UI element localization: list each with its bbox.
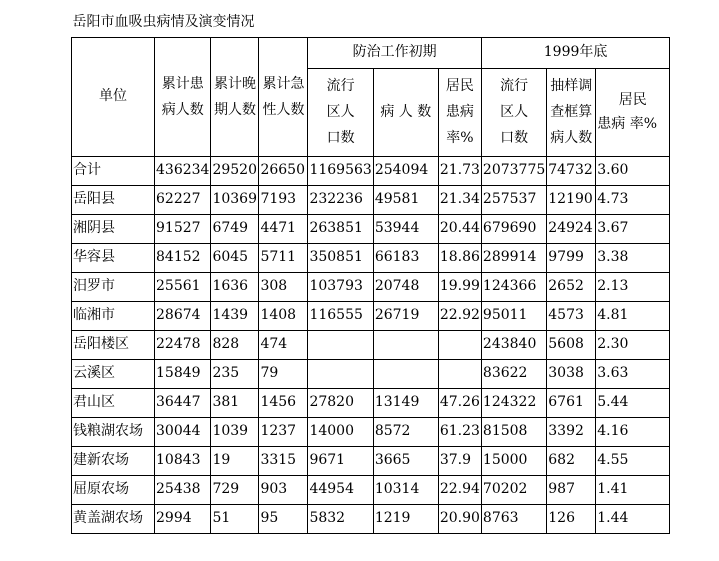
header-early-cases: 病 人 数 bbox=[373, 68, 438, 156]
cell-cum-patients: 10843 bbox=[155, 446, 211, 475]
cell-cum-patients: 30044 bbox=[155, 417, 211, 446]
cell-unit: 湘阴县 bbox=[72, 214, 155, 243]
cell-unit: 君山区 bbox=[72, 388, 155, 417]
cell-early-rate: 20.90 bbox=[438, 504, 481, 533]
cell-early-cases: 1219 bbox=[373, 504, 438, 533]
cell-early-cases: 10314 bbox=[373, 475, 438, 504]
cell-y99-rate: 2.13 bbox=[596, 272, 670, 301]
cell-y99-sample: 3038 bbox=[547, 359, 596, 388]
cell-early-pop bbox=[308, 330, 373, 359]
cell-cum-acute: 474 bbox=[259, 330, 308, 359]
cell-cum-patients: 22478 bbox=[155, 330, 211, 359]
cell-unit: 华容县 bbox=[72, 243, 155, 272]
cell-cum-acute: 7193 bbox=[259, 185, 308, 214]
cell-early-pop: 14000 bbox=[308, 417, 373, 446]
cell-cum-patients: 91527 bbox=[155, 214, 211, 243]
cell-early-pop: 5832 bbox=[308, 504, 373, 533]
table-row bbox=[72, 504, 670, 533]
table-row bbox=[72, 446, 670, 475]
cell-early-cases: 3665 bbox=[373, 446, 438, 475]
cell-cum-patients: 436234 bbox=[155, 156, 211, 185]
cell-early-cases: 13149 bbox=[373, 388, 438, 417]
cell-unit: 黄盖湖农场 bbox=[72, 504, 155, 533]
table-row bbox=[72, 330, 670, 359]
cell-unit: 屈原农场 bbox=[72, 475, 155, 504]
cell-unit: 云溪区 bbox=[72, 359, 155, 388]
cell-early-rate: 21.73 bbox=[438, 156, 481, 185]
cell-y99-pop: 70202 bbox=[481, 475, 546, 504]
cell-cum-patients: 25438 bbox=[155, 475, 211, 504]
cell-y99-rate: 4.73 bbox=[596, 185, 670, 214]
cell-cum-late: 828 bbox=[211, 330, 259, 359]
cell-cum-late: 1636 bbox=[211, 272, 259, 301]
cell-cum-acute: 903 bbox=[259, 475, 308, 504]
cell-y99-rate: 3.60 bbox=[596, 156, 670, 185]
cell-cum-acute: 308 bbox=[259, 272, 308, 301]
table-row bbox=[72, 475, 670, 504]
cell-unit: 岳阳县 bbox=[72, 185, 155, 214]
cell-early-pop bbox=[308, 359, 373, 388]
cell-early-rate: 19.99 bbox=[438, 272, 481, 301]
cell-cum-acute: 79 bbox=[259, 359, 308, 388]
cell-early-cases: 66183 bbox=[373, 243, 438, 272]
cell-early-pop: 263851 bbox=[308, 214, 373, 243]
cell-early-rate: 20.44 bbox=[438, 214, 481, 243]
header-cum-late: 累计晚 期人数 bbox=[211, 37, 259, 156]
cell-early-rate bbox=[438, 330, 481, 359]
header-1999-rate: 居民 患病 率% bbox=[596, 68, 670, 156]
cell-early-pop: 44954 bbox=[308, 475, 373, 504]
cell-y99-rate: 1.44 bbox=[596, 504, 670, 533]
cell-y99-pop: 8763 bbox=[481, 504, 546, 533]
cell-cum-late: 1039 bbox=[211, 417, 259, 446]
cell-early-pop: 1169563 bbox=[308, 156, 373, 185]
cell-y99-pop: 15000 bbox=[481, 446, 546, 475]
cell-cum-acute: 5711 bbox=[259, 243, 308, 272]
cell-y99-sample: 3392 bbox=[547, 417, 596, 446]
cell-cum-late: 6749 bbox=[211, 214, 259, 243]
cell-y99-pop: 95011 bbox=[481, 301, 546, 330]
table-title: 岳阳市血吸虫病情及演变情况 bbox=[72, 8, 670, 37]
cell-y99-sample: 2652 bbox=[547, 272, 596, 301]
cell-early-pop: 350851 bbox=[308, 243, 373, 272]
cell-cum-patients: 62227 bbox=[155, 185, 211, 214]
cell-early-cases: 49581 bbox=[373, 185, 438, 214]
header-1999-pop: 流行 区人 口数 bbox=[481, 68, 546, 156]
cell-y99-sample: 987 bbox=[547, 475, 596, 504]
cell-y99-sample: 9799 bbox=[547, 243, 596, 272]
cell-unit: 建新农场 bbox=[72, 446, 155, 475]
cell-early-pop: 232236 bbox=[308, 185, 373, 214]
cell-y99-sample: 6761 bbox=[547, 388, 596, 417]
header-early-rate: 居民 患病 率% bbox=[438, 68, 481, 156]
table-row bbox=[72, 156, 670, 185]
table-row bbox=[72, 301, 670, 330]
table-row bbox=[72, 272, 670, 301]
cell-early-rate: 22.94 bbox=[438, 475, 481, 504]
cell-early-rate: 21.34 bbox=[438, 185, 481, 214]
cell-unit: 汨罗市 bbox=[72, 272, 155, 301]
cell-unit: 钱粮湖农场 bbox=[72, 417, 155, 446]
cell-unit: 临湘市 bbox=[72, 301, 155, 330]
cell-cum-patients: 84152 bbox=[155, 243, 211, 272]
cell-y99-rate: 5.44 bbox=[596, 388, 670, 417]
table-row bbox=[72, 388, 670, 417]
cell-y99-pop: 679690 bbox=[481, 214, 546, 243]
header-early-pop: 流行 区人 口数 bbox=[308, 68, 373, 156]
cell-cum-late: 19 bbox=[211, 446, 259, 475]
cell-cum-late: 1439 bbox=[211, 301, 259, 330]
cell-y99-pop: 289914 bbox=[481, 243, 546, 272]
cell-early-pop: 103793 bbox=[308, 272, 373, 301]
schistosomiasis-table bbox=[71, 8, 670, 534]
cell-cum-late: 10369 bbox=[211, 185, 259, 214]
cell-y99-sample: 74732 bbox=[547, 156, 596, 185]
cell-early-rate: 22.92 bbox=[438, 301, 481, 330]
cell-y99-rate: 4.81 bbox=[596, 301, 670, 330]
cell-unit: 岳阳楼区 bbox=[72, 330, 155, 359]
table-row bbox=[72, 359, 670, 388]
cell-cum-late: 51 bbox=[211, 504, 259, 533]
cell-early-rate bbox=[438, 359, 481, 388]
header-cum-patients: 累计患 病人数 bbox=[155, 37, 211, 156]
cell-y99-pop: 81508 bbox=[481, 417, 546, 446]
cell-cum-acute: 1408 bbox=[259, 301, 308, 330]
cell-early-cases: 53944 bbox=[373, 214, 438, 243]
cell-cum-acute: 3315 bbox=[259, 446, 308, 475]
cell-early-cases: 254094 bbox=[373, 156, 438, 185]
header-cum-acute: 累计急 性人数 bbox=[259, 37, 308, 156]
cell-early-rate: 18.86 bbox=[438, 243, 481, 272]
cell-cum-patients: 28674 bbox=[155, 301, 211, 330]
cell-cum-acute: 26650 bbox=[259, 156, 308, 185]
cell-y99-pop: 243840 bbox=[481, 330, 546, 359]
cell-cum-patients: 2994 bbox=[155, 504, 211, 533]
cell-y99-rate: 3.38 bbox=[596, 243, 670, 272]
header-1999-sample: 抽样调 查框算 病人数 bbox=[547, 68, 596, 156]
cell-early-pop: 27820 bbox=[308, 388, 373, 417]
cell-early-rate: 37.9 bbox=[438, 446, 481, 475]
cell-cum-patients: 15849 bbox=[155, 359, 211, 388]
cell-early-cases: 8572 bbox=[373, 417, 438, 446]
cell-y99-pop: 83622 bbox=[481, 359, 546, 388]
cell-y99-rate: 1.41 bbox=[596, 475, 670, 504]
table-row bbox=[72, 243, 670, 272]
cell-cum-late: 235 bbox=[211, 359, 259, 388]
cell-y99-rate: 3.63 bbox=[596, 359, 670, 388]
cell-y99-sample: 126 bbox=[547, 504, 596, 533]
cell-y99-pop: 124366 bbox=[481, 272, 546, 301]
cell-early-cases: 26719 bbox=[373, 301, 438, 330]
cell-y99-rate: 4.55 bbox=[596, 446, 670, 475]
cell-y99-pop: 2073775 bbox=[481, 156, 546, 185]
cell-y99-sample: 5608 bbox=[547, 330, 596, 359]
cell-early-pop: 9671 bbox=[308, 446, 373, 475]
cell-cum-patients: 25561 bbox=[155, 272, 211, 301]
cell-cum-acute: 4471 bbox=[259, 214, 308, 243]
cell-cum-acute: 1456 bbox=[259, 388, 308, 417]
cell-y99-pop: 257537 bbox=[481, 185, 546, 214]
cell-early-rate: 47.26 bbox=[438, 388, 481, 417]
cell-cum-late: 6045 bbox=[211, 243, 259, 272]
cell-cum-patients: 36447 bbox=[155, 388, 211, 417]
cell-cum-acute: 1237 bbox=[259, 417, 308, 446]
cell-early-pop: 116555 bbox=[308, 301, 373, 330]
cell-cum-late: 729 bbox=[211, 475, 259, 504]
table-row bbox=[72, 417, 670, 446]
table-row bbox=[72, 185, 670, 214]
header-unit: 单位 bbox=[72, 37, 155, 156]
table-row bbox=[72, 214, 670, 243]
cell-y99-sample: 24924 bbox=[547, 214, 596, 243]
cell-unit: 合计 bbox=[72, 156, 155, 185]
cell-y99-pop: 124322 bbox=[481, 388, 546, 417]
cell-y99-rate: 3.67 bbox=[596, 214, 670, 243]
header-1999-group: 1999年底 bbox=[481, 37, 669, 68]
cell-y99-rate: 4.16 bbox=[596, 417, 670, 446]
cell-cum-late: 381 bbox=[211, 388, 259, 417]
cell-y99-sample: 682 bbox=[547, 446, 596, 475]
cell-early-rate: 61.23 bbox=[438, 417, 481, 446]
cell-early-cases: 20748 bbox=[373, 272, 438, 301]
cell-early-cases bbox=[373, 359, 438, 388]
header-early-group: 防治工作初期 bbox=[308, 37, 481, 68]
cell-y99-sample: 4573 bbox=[547, 301, 596, 330]
cell-y99-sample: 12190 bbox=[547, 185, 596, 214]
cell-cum-acute: 95 bbox=[259, 504, 308, 533]
cell-cum-late: 29520 bbox=[211, 156, 259, 185]
cell-y99-rate: 2.30 bbox=[596, 330, 670, 359]
cell-early-cases bbox=[373, 330, 438, 359]
